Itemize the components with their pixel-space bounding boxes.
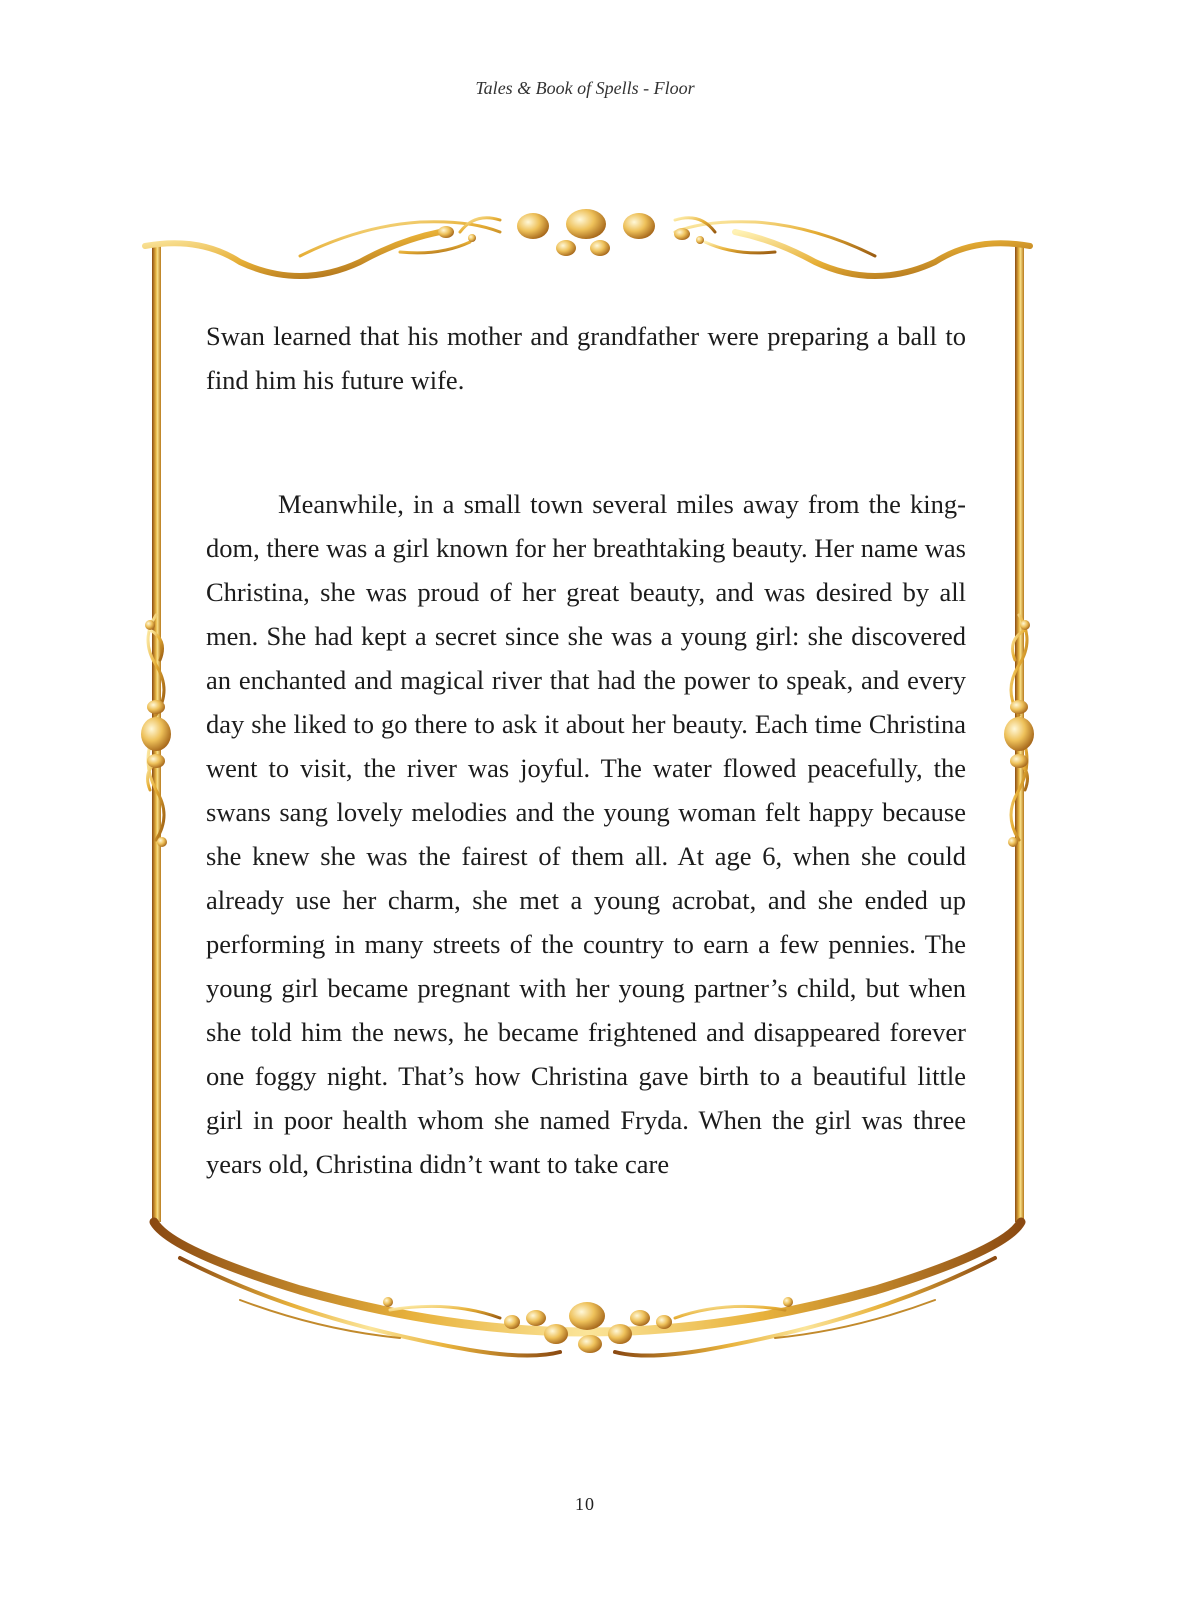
body-text bbox=[206, 314, 966, 1186]
running-header: Tales & Book of Spells - Floor bbox=[475, 78, 695, 98]
paragraph: Swan learned that his mother and grandfather were preparing a ball to find him his future wife. bbox=[206, 321, 966, 395]
top-pearls bbox=[438, 209, 704, 256]
page-number: 10 bbox=[575, 1494, 595, 1514]
paragraph: Meanwhile, in a small town several miles away from the kingdom, there was a girl known for her breathtaking beauty. Her name was Christina, she was proud of her great beauty, and was desired by all men. She had kept a secret since she was a young girl: she discovered an enchanted and magical river that had the power to speak, and every day she liked to go there to ask it about her beauty. Each time Christina went to visit, the river was joyful. The water flowed peacefully, the swans sang lovely melodies and the young woman felt happy because she knew she was the fairest of them all. At age 6, when she could already use her charm, she met a young acrobat, and she ended up performing in many streets of the country to earn a few pennies. The young girl became pregnant with her young partner’s child, but when she told him the news, he became frightened and disappeared forever one foggy night. That’s how Christina gave birth to a beautiful little girl in poor health whom she named Fryda. When the girl was three years old, Christina didn’t want to take care bbox=[206, 489, 966, 1179]
